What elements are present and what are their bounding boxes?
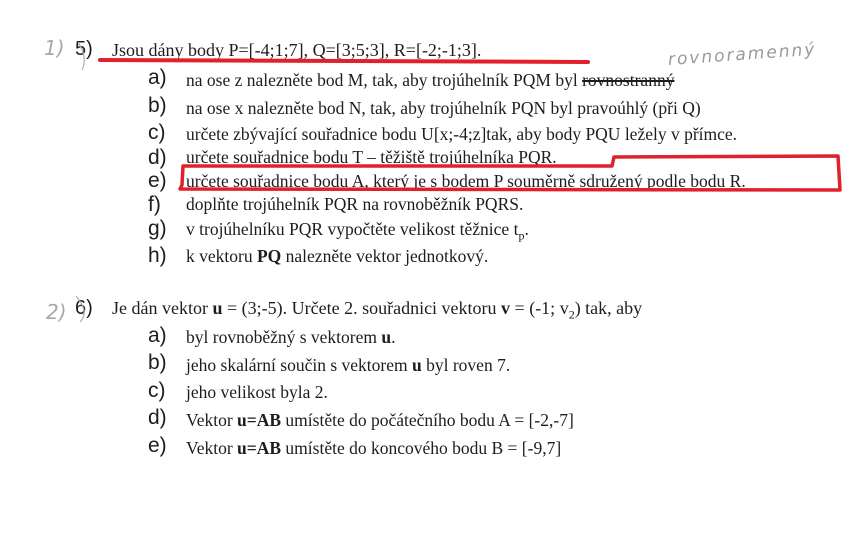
- item-6c-letter: c): [148, 379, 166, 402]
- item-6d: Vektor u=AB umístěte do počátečního bodu A = [-2,-7]: [186, 410, 574, 430]
- item-6a: byl rovnoběžný s vektorem u.: [186, 327, 396, 347]
- pencil-mark-1: [78, 42, 84, 70]
- item-5h: k vektoru PQ nalezněte vektor jednotkový.: [186, 246, 489, 266]
- item-5d-letter: d): [148, 146, 167, 169]
- exercise-6-number: 6): [75, 297, 93, 319]
- pencil-mark-2: [76, 296, 84, 322]
- item-6c: jeho velikost byla 2.: [186, 382, 328, 402]
- item-5e-letter: e): [148, 169, 167, 192]
- item-5d: určete souřadnice bodu T – těžiště trojúhelníka PQR.: [186, 147, 557, 167]
- item-6d-letter: d): [148, 406, 167, 429]
- handwritten-index-2: 2): [46, 300, 67, 324]
- item-5g: v trojúhelníku PQR vypočtěte velikost těžnice $t_p$.: [186, 219, 529, 243]
- stem-underline: [100, 60, 588, 62]
- item-5f-letter: f): [148, 193, 161, 216]
- exercise-5-number: 5): [75, 38, 93, 60]
- item-6e-letter: e): [148, 434, 167, 457]
- item-5a-text: na ose z nalezněte bod M, tak, aby trojúhelník PQM byl: [186, 70, 583, 90]
- exercise-5-stem: Jsou dány body P=[-4;1;7], Q=[3;5;3], R=[-2;-1;3].: [112, 40, 482, 60]
- item-5b-letter: b): [148, 94, 167, 117]
- item-5c-letter: c): [148, 121, 166, 144]
- item-5c: určete zbývající souřadnice bodu U[x;-4;z]tak, aby body PQU ležely v přímce.: [186, 124, 738, 144]
- item-5h-letter: h): [148, 244, 167, 267]
- item-5e: určete souřadnice bodu A, který je s bodem P souměrně sdružený podle bodu R.: [186, 171, 746, 191]
- item-e-highlight-box: [180, 156, 840, 190]
- item-6a-letter: a): [148, 324, 167, 347]
- handwritten-index-1: 1): [44, 36, 65, 60]
- item-5g-letter: g): [148, 217, 167, 240]
- item-5a-letter: a): [148, 66, 167, 89]
- item-5b: na ose x nalezněte bod N, tak, aby trojúhelník PQN byl pravoúhlý (při Q): [186, 98, 701, 118]
- margin-note: rovnoramenný: [667, 39, 818, 70]
- item-6b: jeho skalární součin s vektorem u byl roven 7.: [186, 355, 511, 375]
- item-6e: Vektor u=AB umístěte do koncového bodu B = [-9,7]: [186, 438, 562, 458]
- exercise-6-stem: Je dán vektor u = (3;-5). Určete 2. souřadnici vektoru v = (-1; $v_2$) tak, aby: [112, 298, 643, 322]
- item-6b-letter: b): [148, 351, 167, 374]
- item-5a-struck-word: rovnostranný: [582, 70, 675, 90]
- item-5f: doplňte trojúhelník PQR na rovnoběžník PQRS.: [186, 194, 524, 214]
